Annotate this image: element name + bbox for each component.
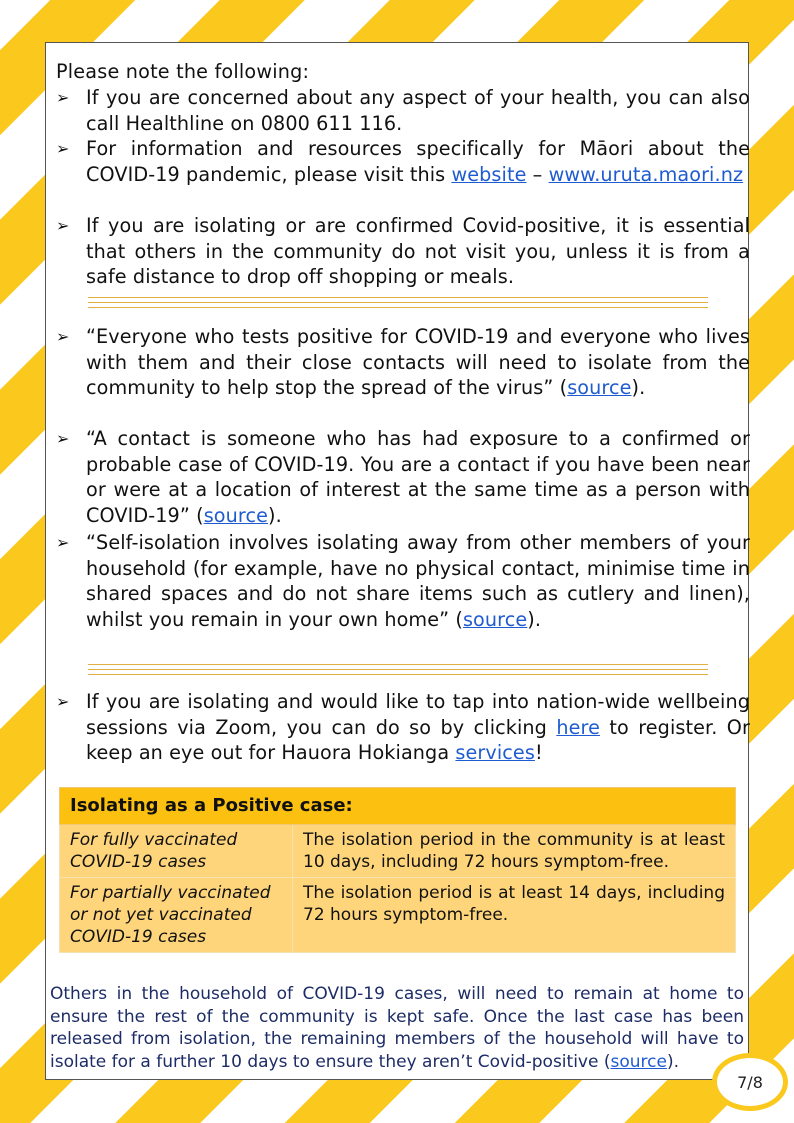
divider <box>88 297 708 312</box>
list-item-text-segment: – <box>526 162 549 186</box>
arrow-bullet-icon: ➢ <box>56 533 70 552</box>
services-link[interactable]: services <box>455 741 535 764</box>
table-row-label: For fully vaccinated COVID-19 cases <box>60 825 293 878</box>
intro-text: Please note the following: <box>56 60 310 83</box>
footer-text-segment: ). <box>666 1051 679 1072</box>
website-link[interactable]: website <box>451 162 527 186</box>
list-item-text-segment: “A contact is someone who has had exposure to a confirmed or probable case of COVID-19. You are a contact if you have been near or were at a location of interest at the same time as a person with COVID-19” ( <box>86 427 750 527</box>
page-number-badge <box>712 1053 788 1111</box>
source-link[interactable]: source <box>610 1051 667 1072</box>
divider <box>88 664 708 679</box>
content-card <box>45 42 749 1080</box>
arrow-bullet-icon: ➢ <box>56 216 70 235</box>
list-item-text-segment: ). <box>631 376 646 399</box>
table-row <box>60 878 736 953</box>
list-item-text <box>86 426 750 528</box>
list-item-text: If you are isolating or are confirmed Covid-positive, it is essential that others in the community do not visit you, unless it is from a safe distance to drop off shopping or meals. <box>86 214 750 288</box>
arrow-bullet-icon: ➢ <box>56 692 70 711</box>
list-item-text: If you are concerned about any aspect of your health, you can also call Healthline on 0800 611 116. <box>86 86 750 135</box>
source-link[interactable]: source <box>567 376 632 399</box>
list-item-text-segment: For information and resources specifically for Māori about the COVID-19 pandemic, please visit this <box>86 137 750 186</box>
arrow-bullet-icon: ➢ <box>56 88 70 107</box>
list-item-text-segment: “Everyone who tests positive for COVID-19 and everyone who lives with them and their close contacts will need to isolate from the community to help stop the spread of the virus” ( <box>86 325 750 399</box>
list-item-text-segment: ). <box>527 607 542 631</box>
table-row <box>60 825 736 878</box>
list-item-text-segment: ! <box>534 741 543 764</box>
list-item-text-segment: ). <box>268 503 282 527</box>
list-item-text-segment: If you are isolating and would like to tap into nation-wide wellbeing sessions via Zoom, you can do so by clicking <box>86 690 750 739</box>
uruta-link[interactable]: www.uruta.maori.nz <box>548 162 744 186</box>
list-item-text <box>86 136 750 187</box>
arrow-bullet-icon: ➢ <box>56 327 70 346</box>
list-item-text <box>86 324 750 401</box>
source-link[interactable]: source <box>462 607 528 631</box>
page-number: 7/8 <box>737 1072 763 1092</box>
list-item-text <box>86 689 750 766</box>
table-header: Isolating as a Positive case: <box>60 788 736 825</box>
arrow-bullet-icon: ➢ <box>56 139 70 158</box>
list-item-text-segment: to register. Or keep an eye out for Hauora Hokianga <box>86 715 751 764</box>
source-link[interactable]: source <box>203 503 269 527</box>
table-header-row <box>60 788 736 825</box>
footer-text-segment: Others in the household of COVID-19 cases, will need to remain at home to ensure the rest of the community is kept safe. Once the last case has been released from isolation, the remaining members of the household will have to isolate for a further 10 days to ensure they aren’t Covid-positive ( <box>50 984 744 1072</box>
arrow-bullet-icon: ➢ <box>56 429 70 448</box>
isolation-table <box>59 787 736 953</box>
table-row-value: The isolation period in the community is at least 10 days, including 72 hours symptom-free. <box>293 825 736 878</box>
table-row-value: The isolation period is at least 14 days, including 72 hours symptom-free. <box>293 878 736 953</box>
list-item-text-segment: “Self-isolation involves isolating away from other members of your household (for example, have no physical contact, minimise time in shared spaces and do not share items such as cutlery and linen), whilst you remain in your own home” ( <box>86 531 750 631</box>
list-item-text <box>86 530 750 632</box>
footer-note <box>50 983 744 1073</box>
here-link[interactable]: here <box>556 715 600 739</box>
table-row-label: For partially vaccinated or not yet vaccinated COVID-19 cases <box>60 878 293 953</box>
